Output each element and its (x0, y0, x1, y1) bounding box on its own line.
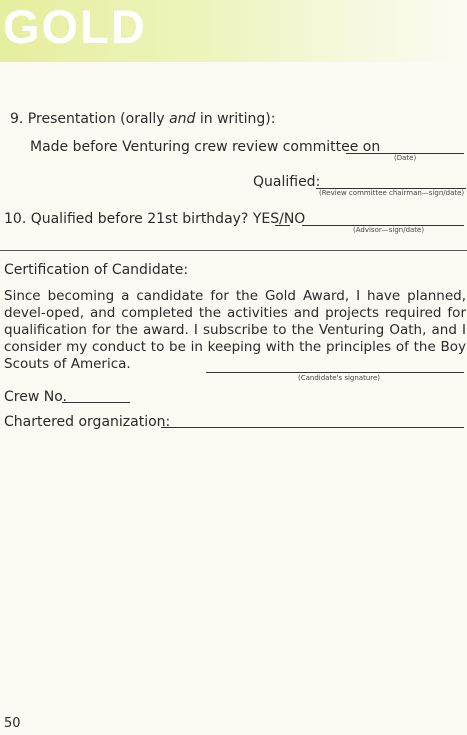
item9-heading-prefix: 9. Presentation (orally (10, 111, 170, 127)
crew-no-label: Crew No. (4, 389, 67, 405)
candidate-signature-caption: (Candidate's signature) (298, 374, 381, 382)
made-before-label: Made before Venturing crew review committee on (30, 139, 381, 155)
item9-heading (10, 110, 275, 128)
candidate-signature-line[interactable] (206, 372, 464, 373)
qualified-label: Qualified: (253, 174, 321, 190)
chartered-org-line[interactable] (161, 427, 464, 428)
banner-title: GOLD (3, 0, 147, 53)
page-number: 50 (4, 716, 21, 731)
item9-heading-suffix: in writing): (195, 111, 276, 127)
date-caption: (Date) (394, 154, 417, 162)
advisor-caption: (Advisor—sign/date) (353, 226, 425, 234)
item9-heading-emphasis: and (169, 111, 196, 127)
review-caption: (Review committee chairman—sign/date) (319, 189, 465, 197)
crew-no-line[interactable] (62, 402, 130, 403)
yes-no-line[interactable] (275, 225, 290, 226)
section-divider (0, 250, 467, 251)
certification-heading: Certification of Candidate: (4, 262, 189, 278)
chartered-org-label: Chartered organization: (4, 414, 171, 430)
certification-statement: Since becoming a candidate for the Gold Award, I have planned, devel-oped, and completed the activities and projects required for qualification for the award. I subscribe to the Venturing Oath, and I consider my conduct to be in keeping with the principles of the Boy Scouts of America. (4, 288, 466, 372)
item10-question: 10. Qualified before 21st birthday? YES/NO (4, 211, 306, 227)
header-banner (0, 0, 467, 62)
